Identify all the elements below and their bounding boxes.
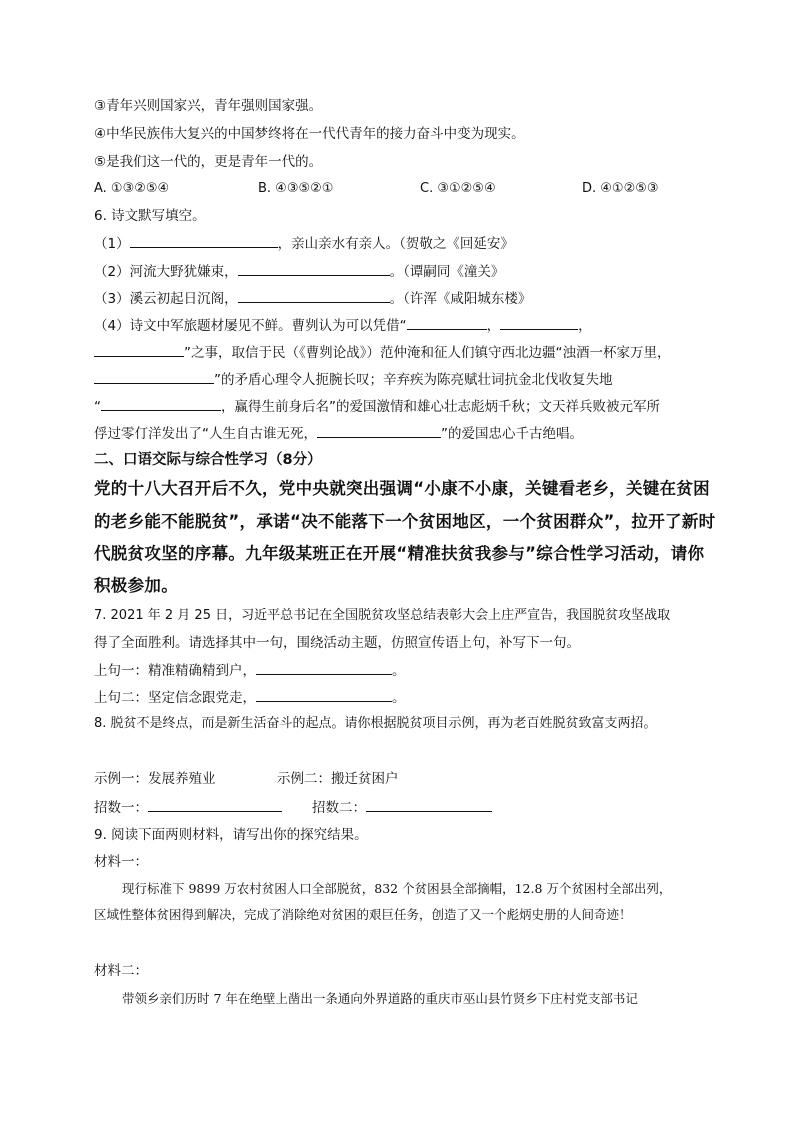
q7-line-1: 7. 2021 年 2 月 25 日，习近平总书记在全国脱贫攻坚总结表彰大会上庄严宣告，我国脱贫攻坚战取 bbox=[94, 608, 671, 623]
q6-l2-suffix: 。（谭嗣同《潼关》 bbox=[389, 264, 505, 280]
q8-example-1: 示例一：发展养殖业 bbox=[94, 771, 216, 787]
answer-blank[interactable] bbox=[500, 316, 578, 330]
option-d[interactable]: D. ④①②⑤③ bbox=[582, 181, 659, 196]
option-b[interactable]: B. ④③⑤②① bbox=[258, 181, 334, 196]
q7-end-2: 。 bbox=[392, 690, 406, 706]
answer-blank[interactable] bbox=[407, 316, 487, 330]
option-c[interactable]: C. ③①②⑤④ bbox=[420, 181, 496, 196]
q6-l2-prefix: （2）河流大野犹嫌束， bbox=[94, 264, 238, 280]
statement-4: ④中华民族伟大复兴的中国梦终将在一代代青年的接力奋斗中变为现实。 bbox=[94, 126, 525, 142]
q8-method-1 bbox=[94, 798, 282, 817]
q6-l1-suffix: ，亲山亲水有亲人。（贺敬之《回延安》 bbox=[277, 236, 514, 252]
option-a[interactable]: A. ①③②⑤④ bbox=[94, 181, 170, 196]
q6-l4-a: （4）诗文中军旅题材屡见不鲜。曹刿认为可以凭借“ bbox=[94, 318, 407, 334]
answer-blank[interactable] bbox=[130, 234, 278, 248]
q6-line-8 bbox=[94, 424, 583, 443]
q9-line-1: 9. 阅读下面两则材料，请写出你的探究结果。 bbox=[94, 827, 368, 843]
q6-l8-b: ”的爱国忠心千古绝唱。 bbox=[441, 426, 583, 442]
material-2-label: 材料二： bbox=[94, 963, 148, 979]
section-heading: 二、口语交际与综合性学习（8分） bbox=[94, 452, 322, 468]
q6-line-3 bbox=[94, 289, 531, 308]
q8-m1-label: 招数一： bbox=[94, 800, 148, 816]
section-intro-line: 积极参加。 bbox=[94, 576, 178, 595]
q6-l6-a: ”的矛盾心理令人扼腕长叹；辛弃疾为陈亮赋壮词抗金北伐收复失地 bbox=[214, 372, 613, 388]
section-intro-line: 代脱贫攻坚的序幕。九年级某班正在开展“精准扶贫我参与”综合性学习活动，请你 bbox=[94, 544, 705, 563]
q7-s1-label: 上句一：精准精确精到户， bbox=[94, 663, 256, 679]
q7-line-2: 得了全面胜利。请选择其中一句，围绕活动主题，仿照宣传语上句，补写下一句。 bbox=[94, 635, 580, 651]
q6-line-4 bbox=[94, 316, 592, 335]
q6-title: 6. 诗文默写填空。 bbox=[94, 208, 206, 224]
answer-blank[interactable] bbox=[238, 262, 390, 276]
q6-l7-a: “ bbox=[94, 399, 101, 415]
section-intro-line: 的老乡能不能脱贫”，承诺“决不能落下一个贫困地区，一个贫困群众”，拉开了新时 bbox=[94, 512, 716, 531]
q6-line-1 bbox=[94, 234, 514, 253]
answer-blank[interactable] bbox=[94, 370, 214, 384]
material-2-text: 带领乡亲们历时 7 年在绝壁上凿出一条通向外界道路的重庆市巫山县竹贤乡下庄村党支部书记 bbox=[122, 991, 638, 1006]
answer-blank[interactable] bbox=[94, 343, 184, 357]
q8-m2-label: 招数二： bbox=[312, 800, 366, 816]
statement-3: ③青年兴则国家兴，青年强则国家强。 bbox=[94, 98, 323, 114]
q6-l8-a: 俘过零仃洋发出了“人生自古谁无死， bbox=[94, 426, 317, 442]
q6-l1-prefix: （1） bbox=[94, 236, 130, 252]
q7-sentence-1 bbox=[94, 661, 406, 680]
statement-5: ⑤是我们这一代的，更是青年一代的。 bbox=[94, 154, 323, 170]
q6-line-5 bbox=[94, 343, 671, 362]
q6-l4-b: ， bbox=[486, 318, 501, 334]
q8-method-2 bbox=[312, 798, 492, 817]
q6-l3-prefix: （3）溪云初起日沉阁， bbox=[94, 291, 238, 307]
q6-l4-c: ， bbox=[578, 318, 592, 334]
answer-blank[interactable] bbox=[366, 798, 492, 812]
q6-l3-suffix: 。（许浑《咸阳城东楼》 bbox=[389, 291, 532, 307]
q7-s2-label: 上句二：坚定信念跟党走， bbox=[94, 690, 256, 706]
answer-blank[interactable] bbox=[256, 661, 392, 675]
q7-sentence-2 bbox=[94, 688, 406, 707]
section-intro-line: 党的十八大召开后不久，党中央就突出强调“小康不小康，关键看老乡，关键在贫困 bbox=[94, 479, 710, 498]
answer-blank[interactable] bbox=[256, 688, 392, 702]
q7-end-1: 。 bbox=[392, 663, 406, 679]
q6-line-6 bbox=[94, 370, 613, 389]
material-1-label: 材料一： bbox=[94, 854, 148, 870]
answer-blank[interactable] bbox=[101, 397, 221, 411]
q8-example-2: 示例二：搬迁贫困户 bbox=[277, 771, 399, 787]
q6-l7-b: ，赢得生前身后名”的爱国激情和雄心壮志彪炳千秋；文天祥兵败被元军所 bbox=[221, 399, 660, 415]
material-1-text: 区域性整体贫困得到解决，完成了消除绝对贫困的艰巨任务，创造了又一个彪炳史册的人间奇迹！ bbox=[94, 907, 632, 922]
q6-line-7 bbox=[94, 397, 660, 416]
answer-blank[interactable] bbox=[317, 424, 441, 438]
q6-line-2 bbox=[94, 262, 504, 281]
q6-l5-a: ”之事，取信于民（《曹刿论战》）范仲淹和征人们镇守西北边疆“浊酒一杯家万里， bbox=[184, 345, 671, 361]
q8-line-1: 8. 脱贫不是终点，而是新生活奋斗的起点。请你根据脱贫项目示例，再为老百姓脱贫致富支两招。 bbox=[94, 716, 657, 731]
answer-blank[interactable] bbox=[148, 798, 282, 812]
material-1-text: 现行标准下 9899 万农村贫困人口全部脱贫，832 个贫困县全部摘帽，12.8 万个贫困村全部出列， bbox=[122, 881, 672, 896]
answer-blank[interactable] bbox=[238, 289, 390, 303]
